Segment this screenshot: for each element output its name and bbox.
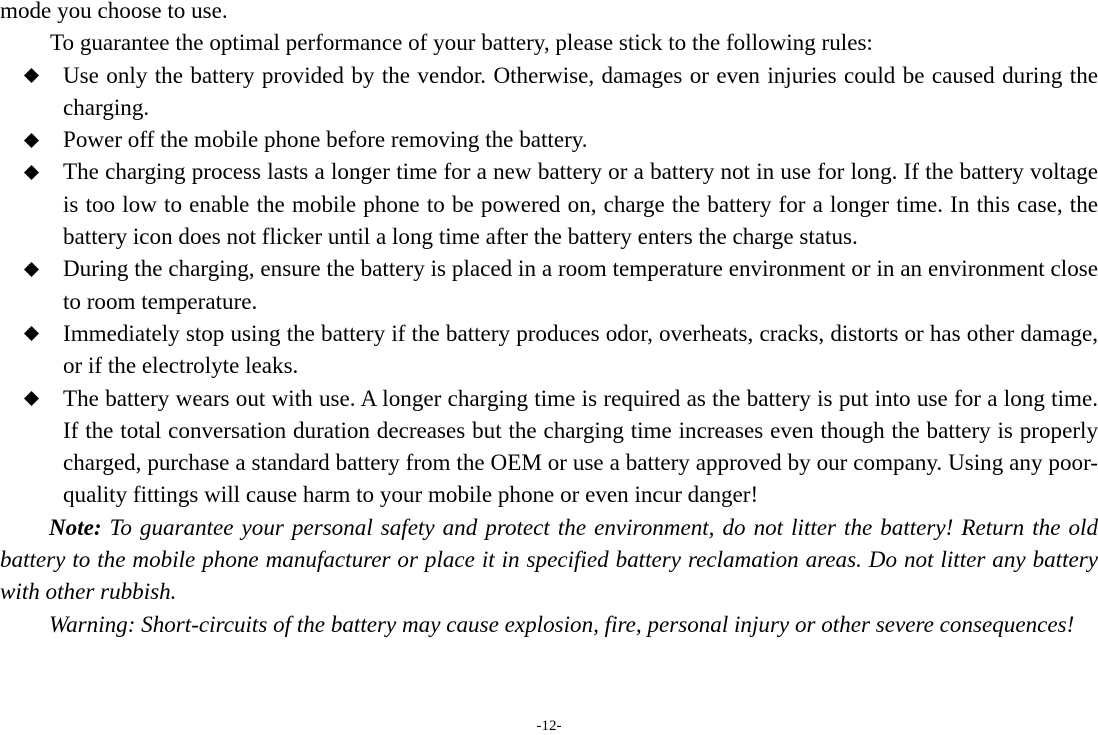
- rule-text: During the charging, ensure the battery is placed in a room temperature environment or in an environment close to room temperature.: [63, 255, 1098, 314]
- page-number: -12-: [536, 718, 562, 734]
- rule-text: Use only the battery provided by the vendor. Otherwise, damages or even injuries could be caused during the charging.: [63, 61, 1098, 120]
- note-label: Note:: [49, 513, 102, 540]
- note-paragraph: [0, 511, 1098, 608]
- list-item: [0, 155, 1098, 252]
- rule-text: Power off the mobile phone before removing the battery.: [63, 126, 588, 153]
- battery-rules-list: [0, 59, 1098, 511]
- diamond-bullet-icon: [24, 326, 39, 341]
- rule-text: Immediately stop using the battery if the battery produces odor, overheats, cracks, distorts or has other damage, or if the electrolyte leaks.: [63, 319, 1098, 379]
- diamond-bullet-icon: [24, 133, 39, 148]
- list-item: [0, 382, 1098, 511]
- rule-text: The battery wears out with use. A longer charging time is required as the battery is put into use for a long time. If the total conversation duration decreases but the charging time increases even though the battery is properly charged, purchase a standard battery from the OEM or use a battery approved by our company. Using any poor-quality fittings will cause harm to your mobile phone or even incur danger!: [63, 384, 1098, 508]
- diamond-bullet-icon: [24, 262, 39, 277]
- list-item: [0, 317, 1098, 382]
- list-item: [0, 252, 1098, 317]
- warning-paragraph: Warning: Short-circuits of the battery may cause explosion, fire, personal injury or other severe consequences!: [49, 610, 1075, 637]
- intro-paragraph: To guarantee the optimal performance of your battery, please stick to the following rules:: [50, 29, 873, 56]
- list-item: [0, 123, 1098, 155]
- diamond-bullet-icon: [24, 165, 39, 180]
- diamond-bullet-icon: [24, 391, 39, 406]
- rule-text: The charging process lasts a longer time for a new battery or a battery not in use for long. If the battery voltage is too low to enable the mobile phone to be powered on, charge the battery for a longer time. In this case, the battery icon does not flicker until a long time after the battery enters the charge status.: [63, 158, 1098, 250]
- note-text: To guarantee your personal safety and protect the environment, do not litter the battery! Return the old battery to the mobile phone manufacturer or place it in specified battery reclamation areas. Do not litter any battery with other rubbish.: [0, 513, 1098, 605]
- list-item: [0, 59, 1098, 124]
- diamond-bullet-icon: [24, 68, 39, 83]
- continuation-text: mode you choose to use.: [0, 0, 228, 23]
